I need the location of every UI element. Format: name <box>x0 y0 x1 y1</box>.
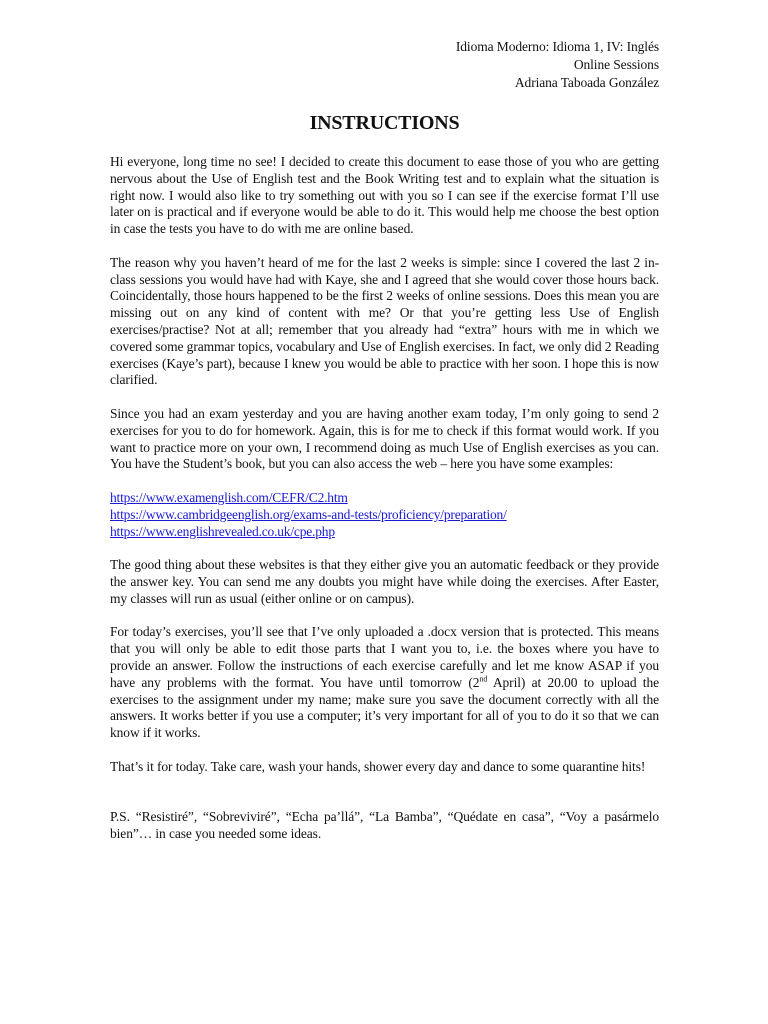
document-title: INSTRUCTIONS <box>309 112 460 134</box>
link-list <box>110 490 659 540</box>
header-author: Adriana Taboada González <box>514 75 659 90</box>
document-page <box>110 38 659 857</box>
link-examenglish[interactable]: https://www.examenglish.com/CEFR/C2.htm <box>110 489 348 505</box>
header-course: Idioma Moderno: Idioma 1, IV: Inglés <box>455 39 659 54</box>
paragraph-exercises <box>110 624 659 742</box>
link-englishrevealed[interactable]: https://www.englishrevealed.co.uk/cpe.php <box>110 523 335 539</box>
paragraph-closing: That’s it for today. Take care, wash your hands, shower every day and dance to some quarantine hits! <box>110 758 646 774</box>
paragraph-exercises-part2: April) at 20.00 to upload the exercises to the assignment under my name; make sure you save the document correctly with all the answers. It works better if you use a computer; it’s very important for all of you to do it so that we can know if it works. <box>110 674 660 741</box>
paragraph-reason: The reason why you haven’t heard of me for the last 2 weeks is simple: since I covered the last 2 in-class sessions you would have had with Kaye, she and I agreed that she would cover those hours back. Coincidentally, those hours happened to be the first 2 weeks of online sessions. Does this mean you are missing out on any kind of content with me? Or that you’re getting less Use of English exercises/practise? Not at all; remember that you already had “extra” hours with me in which we covered some grammar topics, vocabulary and Use of English exercises. In fact, we only did 2 Reading exercises (Kaye’s part), because I knew you would be able to practice with her soon. I hope this is now clarified. <box>110 254 659 388</box>
paragraph-homework: Since you had an exam yesterday and you are having another exam today, I’m only going to send 2 exercises for you to do for homework. Again, this is for me to check if this format would work. If you want to practice more on your own, I recommend doing as much Use of English exercises as you can. You have the Student’s book, but you can also access the web – here you have some examples: <box>110 405 659 472</box>
header-sessions: Online Sessions <box>573 57 659 72</box>
paragraph-intro: Hi everyone, long time no see! I decided to create this document to ease those of you who are getting nervous about the Use of English test and the Book Writing test and to explain what the situation is right now. I would also like to try something out with you so I can see if the exercise format I’ll use later on is practical and if everyone would be able to do it. This would help me choose the best option in case the tests you have to do with me are online based. <box>110 154 659 237</box>
postscript: P.S. “Resistiré”, “Sobreviviré”, “Echa pa’llá”, “La Bamba”, “Quédate en casa”, “Voy a pasármelo bien”… in case you needed some ideas. <box>110 809 659 842</box>
link-cambridgeenglish[interactable]: https://www.cambridgeenglish.org/exams-and-tests/proficiency/preparation/ <box>110 506 507 522</box>
paragraph-websites: The good thing about these websites is that they either give you an automatic feedback or they provide the answer key. You can send me any doubts you might have while doing the exercises. After Easter, my classes will run as usual (either online or on campus). <box>110 557 659 606</box>
paragraph-exercises-part1: For today’s exercises, you’ll see that I’ve only uploaded a .docx version that is protected. This means that you will only be able to edit those parts that I want you to, i.e. the boxes where you have to provide an answer. Follow the instructions of each exercise carefully and let me know ASAP if you have any problems with the format. You have until tomorrow (2 <box>110 624 659 690</box>
ordinal-suffix: nd <box>479 674 488 684</box>
document-header <box>110 38 659 92</box>
